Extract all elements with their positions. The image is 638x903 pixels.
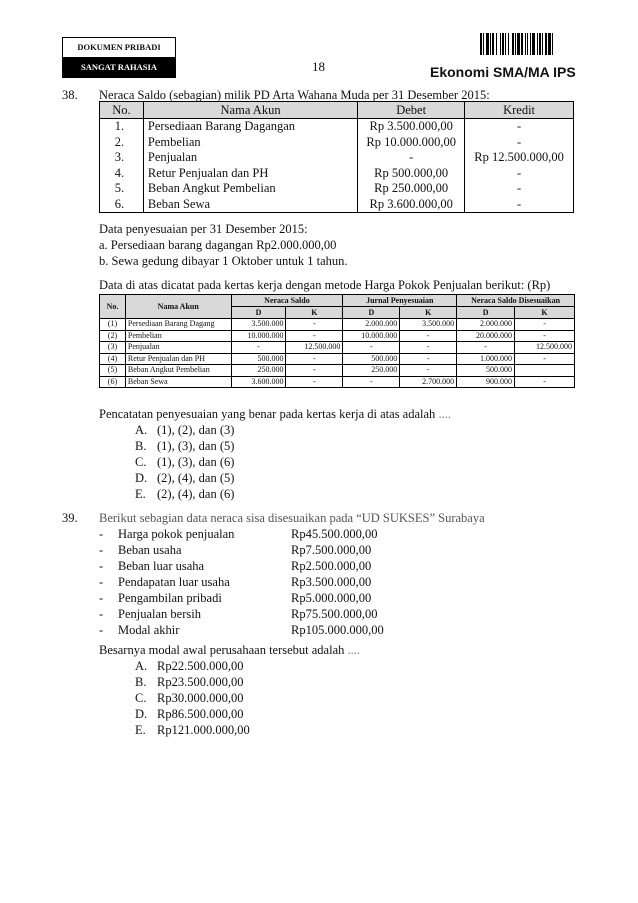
- col-header-credit: Kredit: [465, 102, 574, 119]
- page-number: 18: [312, 59, 325, 74]
- list-bullet: -: [99, 623, 104, 637]
- list-bullet: -: [99, 591, 104, 605]
- row-no: (2): [100, 330, 126, 342]
- ws-header-account: Nama Akun: [125, 295, 231, 319]
- table-row: [100, 135, 574, 151]
- table-row: [100, 330, 575, 342]
- row-debit: Rp 3.600.000,00: [358, 197, 465, 213]
- option-letter: E.: [135, 487, 146, 501]
- option-text: Rp121.000.000,00: [157, 723, 250, 737]
- col-header-debit: Debet: [358, 102, 465, 119]
- row-value: -: [400, 330, 457, 342]
- item-label: Beban usaha: [118, 543, 182, 557]
- list-bullet: -: [99, 559, 104, 573]
- row-value: 1.000.000: [457, 353, 515, 365]
- option-text: (2), (4), dan (6): [157, 487, 235, 501]
- row-credit: -: [465, 119, 574, 135]
- option-letter: B.: [135, 439, 147, 453]
- q38-question: [99, 406, 451, 422]
- q39-number: 39.: [62, 511, 78, 525]
- table-row: [100, 365, 575, 377]
- option-letter: E.: [135, 723, 146, 737]
- worksheet-intro: Data di atas dicatat pada kertas kerja dengan metode Harga Pokok Penjualan berikut: (Rp): [99, 278, 551, 292]
- list-bullet: -: [99, 575, 104, 589]
- table-row: [100, 376, 575, 388]
- row-debit: Rp 500.000,00: [358, 166, 465, 182]
- q39-intro: Berikut sebagian data neraca sisa disesuaikan pada “UD SUKSES” Surabaya: [99, 511, 485, 525]
- ws-sub-d: D: [231, 307, 286, 319]
- option-text: (1), (3), dan (6): [157, 455, 235, 469]
- row-value: -: [457, 342, 515, 354]
- item-label: Pengambilan pribadi: [118, 591, 222, 605]
- item-value: Rp75.500.000,00: [291, 607, 378, 621]
- row-value: -: [286, 353, 343, 365]
- option-text: (1), (2), dan (3): [157, 423, 235, 437]
- option-text: Rp30.000.000,00: [157, 691, 244, 705]
- row-account: Pembelian: [143, 135, 357, 151]
- q39-question-text: Besarnya modal awal perusahaan tersebut adalah: [99, 643, 345, 657]
- q38-question-text: Pencatatan penyesuaian yang benar pada kertas kerja di atas adalah: [99, 407, 436, 421]
- row-value: 3.500.000: [400, 319, 457, 331]
- row-value: [515, 365, 575, 377]
- row-value: -: [515, 319, 575, 331]
- subject-title: Ekonomi SMA/MA IPS: [430, 64, 576, 80]
- barcode-icon: [480, 33, 578, 55]
- q39-dots: ....: [347, 643, 361, 657]
- option-text: Rp23.500.000,00: [157, 675, 244, 689]
- item-label: Harga pokok penjualan: [118, 527, 235, 541]
- row-no: (5): [100, 365, 126, 377]
- option-letter: D.: [135, 707, 148, 721]
- row-value: 10.000.000: [343, 330, 400, 342]
- row-no: 2.: [100, 135, 144, 151]
- option-text: Rp86.500.000,00: [157, 707, 244, 721]
- ws-sub-k: K: [515, 307, 575, 319]
- adjustment-title: Data penyesuaian per 31 Desember 2015:: [99, 222, 308, 236]
- row-credit: -: [465, 197, 574, 213]
- item-label: Modal akhir: [118, 623, 180, 637]
- list-bullet: -: [99, 543, 104, 557]
- list-bullet: -: [99, 527, 104, 541]
- item-value: Rp3.500.000,00: [291, 575, 372, 589]
- option-letter: A.: [135, 659, 148, 673]
- row-account: Beban Sewa: [143, 197, 357, 213]
- item-value: Rp105.000.000,00: [291, 623, 384, 637]
- adjustment-a: a. Persediaan barang dagangan Rp2.000.000,00: [99, 238, 337, 252]
- row-credit: -: [465, 181, 574, 197]
- row-account: Beban Angkut Pembelian: [143, 181, 357, 197]
- ws-sub-k: K: [286, 307, 343, 319]
- row-value: 500.000: [343, 353, 400, 365]
- row-account: Retur Penjualan dan PH: [125, 353, 231, 365]
- row-no: 6.: [100, 197, 144, 213]
- ws-header-adjustments: Jurnal Penyesuaian: [343, 295, 457, 307]
- option-letter: C.: [135, 691, 147, 705]
- ws-sub-d: D: [457, 307, 515, 319]
- row-account: Penjualan: [143, 150, 357, 166]
- option-letter: A.: [135, 423, 148, 437]
- row-value: 2.700.000: [400, 376, 457, 388]
- row-value: 500.000: [457, 365, 515, 377]
- row-no: (6): [100, 376, 126, 388]
- row-value: 3.500.000: [231, 319, 286, 331]
- option-letter: B.: [135, 675, 147, 689]
- confidential-badge: SANGAT RAHASIA: [62, 57, 176, 78]
- q38-intro: Neraca Saldo (sebagian) milik PD Arta Wahana Muda per 31 Desember 2015:: [99, 88, 490, 102]
- row-account: Penjualan: [125, 342, 231, 354]
- col-header-account: Nama Akun: [143, 102, 357, 119]
- row-credit: Rp 12.500.000,00: [465, 150, 574, 166]
- col-header-no: No.: [100, 102, 144, 119]
- table-row: [100, 166, 574, 182]
- option-letter: C.: [135, 455, 147, 469]
- item-label: Penjualan bersih: [118, 607, 201, 621]
- row-value: 500.000: [231, 353, 286, 365]
- ws-header-no: No.: [100, 295, 126, 319]
- table-row: [100, 150, 574, 166]
- row-debit: Rp 3.500.000,00: [358, 119, 465, 135]
- q38-dots: ....: [438, 407, 451, 421]
- row-account: Beban Angkut Pembelian: [125, 365, 231, 377]
- row-value: 10.000.000: [231, 330, 286, 342]
- row-no: 4.: [100, 166, 144, 182]
- row-value: 900.000: [457, 376, 515, 388]
- row-debit: -: [358, 150, 465, 166]
- option-text: (2), (4), dan (5): [157, 471, 235, 485]
- ws-header-trial-balance: Neraca Saldo: [231, 295, 343, 307]
- ws-header-adjusted-balance: Neraca Saldo Disesuaikan: [457, 295, 575, 307]
- row-value: 250.000: [231, 365, 286, 377]
- row-no: 5.: [100, 181, 144, 197]
- table-row: [100, 353, 575, 365]
- row-value: -: [286, 330, 343, 342]
- table-row: [100, 342, 575, 354]
- trial-balance-table: [99, 101, 574, 213]
- worksheet-table: [99, 294, 575, 388]
- list-bullet: -: [99, 607, 104, 621]
- row-value: -: [400, 353, 457, 365]
- row-value: -: [231, 342, 286, 354]
- item-value: Rp2.500.000,00: [291, 559, 372, 573]
- document-badge: DOKUMEN PRIBADI: [62, 37, 176, 58]
- option-text: Rp22.500.000,00: [157, 659, 244, 673]
- row-debit: Rp 10.000.000,00: [358, 135, 465, 151]
- row-value: 2.000.000: [343, 319, 400, 331]
- row-value: 20.000.000: [457, 330, 515, 342]
- row-value: -: [515, 330, 575, 342]
- row-debit: Rp 250.000,00: [358, 181, 465, 197]
- item-label: Pendapatan luar usaha: [118, 575, 230, 589]
- item-value: Rp5.000.000,00: [291, 591, 372, 605]
- table-row: [100, 197, 574, 213]
- ws-sub-k: K: [400, 307, 457, 319]
- row-account: Persediaan Barang Dagang: [125, 319, 231, 331]
- option-letter: D.: [135, 471, 148, 485]
- row-value: 12.500.000: [515, 342, 575, 354]
- row-value: -: [515, 353, 575, 365]
- row-value: -: [515, 376, 575, 388]
- row-no: 3.: [100, 150, 144, 166]
- item-value: Rp7.500.000,00: [291, 543, 372, 557]
- row-value: 250.000: [343, 365, 400, 377]
- row-value: 12.500.000: [286, 342, 343, 354]
- row-value: -: [343, 342, 400, 354]
- row-value: -: [400, 342, 457, 354]
- q38-number: 38.: [62, 88, 78, 102]
- option-text: (1), (3), dan (5): [157, 439, 235, 453]
- adjustment-b: b. Sewa gedung dibayar 1 Oktober untuk 1 tahun.: [99, 254, 348, 268]
- table-row: [100, 319, 575, 331]
- row-value: -: [286, 319, 343, 331]
- row-value: 2.000.000: [457, 319, 515, 331]
- row-value: -: [400, 365, 457, 377]
- row-no: 1.: [100, 119, 144, 135]
- row-value: -: [343, 376, 400, 388]
- table-row: [100, 181, 574, 197]
- row-account: Beban Sewa: [125, 376, 231, 388]
- q39-question: [99, 642, 360, 658]
- row-value: -: [286, 365, 343, 377]
- row-no: (1): [100, 319, 126, 331]
- ws-sub-d: D: [343, 307, 400, 319]
- row-credit: -: [465, 135, 574, 151]
- row-account: Pembelian: [125, 330, 231, 342]
- row-account: Persediaan Barang Dagangan: [143, 119, 357, 135]
- row-value: 3.600.000: [231, 376, 286, 388]
- row-account: Retur Penjualan dan PH: [143, 166, 357, 182]
- row-no: (3): [100, 342, 126, 354]
- row-value: -: [286, 376, 343, 388]
- table-row: [100, 119, 574, 135]
- item-value: Rp45.500.000,00: [291, 527, 378, 541]
- item-label: Beban luar usaha: [118, 559, 205, 573]
- row-no: (4): [100, 353, 126, 365]
- row-credit: -: [465, 166, 574, 182]
